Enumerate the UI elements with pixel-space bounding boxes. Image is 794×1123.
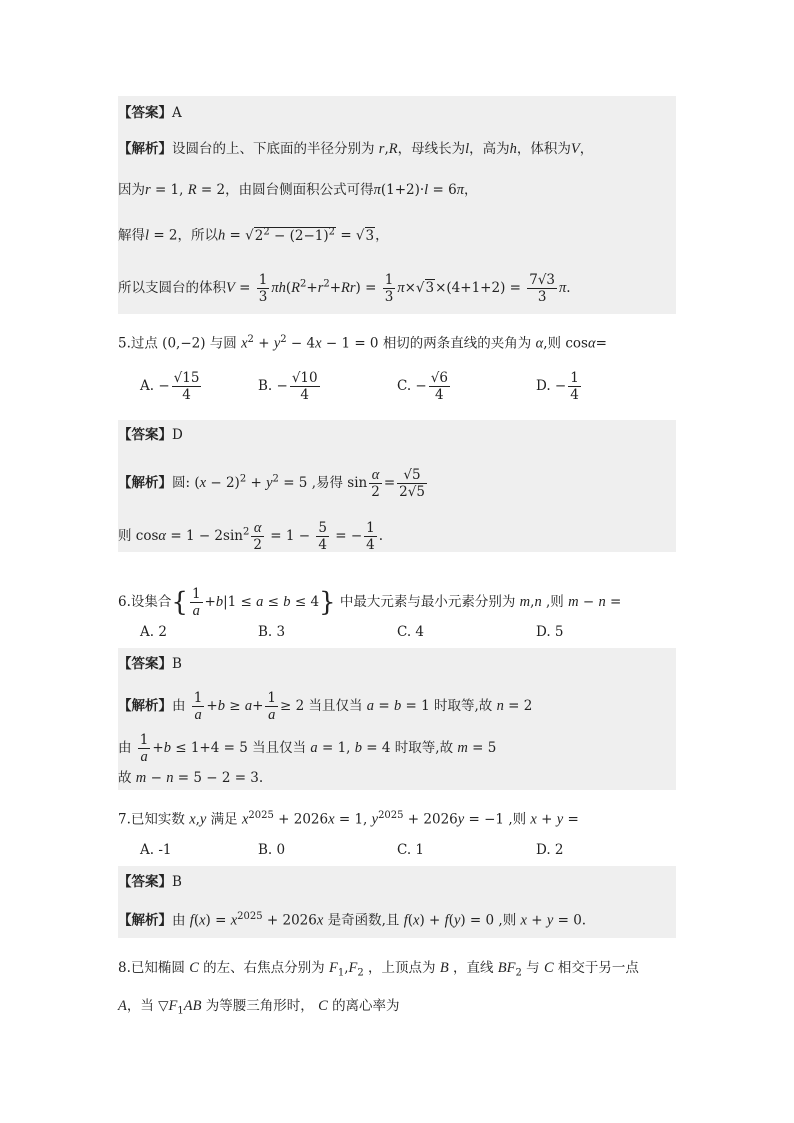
q4-answer-line: 【答案】A (118, 105, 182, 121)
q6-answer-line: 【答案】B (118, 656, 182, 672)
q7-option-c[interactable]: C. 1 (397, 842, 425, 858)
q5-option-c[interactable]: C. − $\frac{√6}{4}$ (397, 370, 448, 403)
q6-option-a[interactable]: A. 2 (140, 624, 167, 640)
q6-analysis-line3: 故 m − n = 5 − 2 = 3. (118, 770, 264, 786)
q8-stem-line1: 8.已知椭圆 C 的左、右焦点分别为 $F_1,F_2$ ，上顶点为 B ，直线 $BF_2$ 与 C 相交于另一点 (118, 960, 639, 979)
q5-analysis-line2: 则 $\cos\alpha = 1 - 2\sin^2$ $\frac{\alpha}{2}$ = 1 − $\frac{5}{4}$ = − $\frac{1}{4}$ . (118, 520, 384, 553)
q6-analysis-line2: 由 $\frac{1}{a}$ +b ≤ 1+4 = 5 当且仅当 a = 1, b = 4 时取等,故 m = 5 (118, 732, 497, 765)
q7-analysis-line1: 【解析】由 $f(x) = x^{2025} + 2026x$ 是奇函数,且 f(x) + f(y) = 0 ,则 x + y = 0. (118, 911, 587, 929)
q7-option-b[interactable]: B. 0 (258, 842, 286, 858)
q5-analysis-line1: 【解析】圆: $(x - 2)^2 + y^2 = 5$ ,易得 sin $\frac{\alpha}{2}$ = $\frac{√5}{2√5}$ (118, 467, 425, 500)
q7-answer-line: 【答案】B (118, 874, 182, 890)
q5-option-a[interactable]: A. − $\frac{√15}{4}$ (140, 370, 200, 403)
q7-option-d[interactable]: D. 2 (536, 842, 564, 858)
q7-stem: 7.已知实数 x,y 满足 $x^{2025} + 2026x = 1$, $y^{2025} + 2026y = -1$ ,则 x + y = (118, 810, 579, 828)
q6-option-b[interactable]: B. 3 (258, 624, 286, 640)
q5-option-b[interactable]: B. − $\frac{√10}{4}$ (258, 370, 318, 403)
q8-stem-line2: A，当 $▽F_1AB$ 为等腰三角形时， C 的离心率为 (118, 998, 400, 1017)
q4-analysis-line4: 所以支圆台的体积V = $\frac{1}{3}$ $\pi h(R^2+r^2+Rr)$ = $\frac{1}{3}$ π×√3×(4+1+2) = $\frac{7√3}{3}$ π. (118, 272, 571, 305)
q4-analysis-line3: 解得l = 2，所以$h = √2^2 - (2-1)^2 = √3$， (118, 226, 389, 244)
q5-option-d[interactable]: D. − $\frac{1}{4}$ (536, 370, 579, 403)
q5-answer-line: 【答案】D (118, 427, 183, 443)
q4-analysis-line1: 【解析】设圆台的上、下底面的半径分别为 r,R，母线长为l，高为h，体积为V， (118, 141, 594, 157)
q4-analysis-line2: 因为r = 1, R = 2，由圆台侧面积公式可得π(1+2)·l = 6π， (118, 182, 478, 198)
q5-stem: 5.过点 (0,−2) 与圆 $x^2 + y^2 - 4x - 1 = 0$ 相切的两条直线的夹角为 α,则 cosα= (118, 334, 607, 352)
q6-stem: 6.设集合{ $\frac{1}{a}$ +b|1 ≤ a ≤ b ≤ 4} 中最大元素与最小元素分别为 m,n ,则 m − n = (118, 586, 622, 619)
q7-option-a[interactable]: A. -1 (140, 842, 172, 858)
q6-option-d[interactable]: D. 5 (536, 624, 564, 640)
q6-analysis-line1: 【解析】由 $\frac{1}{a}$ +b ≥ a+ $\frac{1}{a}$ ≥ 2 当且仅当 a = b = 1 时取等,故 n = 2 (118, 690, 533, 723)
q6-option-c[interactable]: C. 4 (397, 624, 425, 640)
